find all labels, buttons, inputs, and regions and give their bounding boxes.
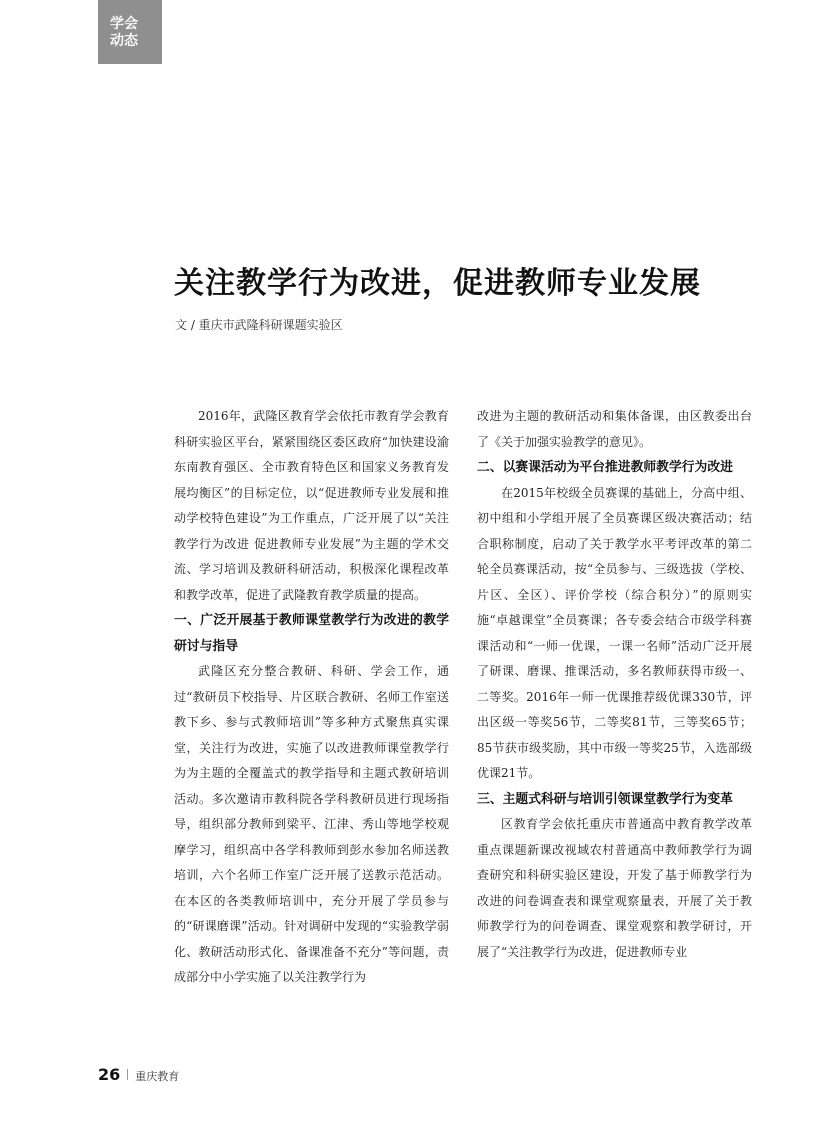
byline: 文 / 重庆市武隆科研课题实验区 xyxy=(175,318,343,332)
left-column xyxy=(174,404,449,991)
section-2-paragraph: 在2015年校级全员赛课的基础上，分高中组、初中组和小学组开展了全员赛课区级决赛活动；结合职称制度，启动了关于教学水平考评改革的第二轮全员赛课活动，按“全员参与、三级选拔（学校、片区、全区）、评价学校（综合积分）”的原则实施“卓越课堂”全员赛课；各专委会结合市级学科赛课活动和“一师一优课，一课一名师”活动广泛开展了研课、磨课、推课活动，多名教师获得市级一、二等奖。2016年一师一优课推荐级优课330节，评出区级一等奖56节，二等奖81节，三等奖65节；85节获市级奖励，其中市级一等奖25节，入选部级优课21节。 xyxy=(477,485,752,780)
article-title: 关注教学行为改进，促进教师专业发展 xyxy=(174,266,701,301)
section-tab-line1: 学会 xyxy=(110,16,138,32)
section-heading-2: 二、以赛课活动为平台推进教师教学行为改进 xyxy=(477,460,733,475)
section-3-paragraph: 区教育学会依托重庆市普通高中教育教学改革重点课题新课改视域农村普通高中教师教学行为调查研究和科研实验区建设，开发了基于师教学行为改进的问卷调查表和课堂观察量表，开展了关于教师教学行为的问卷调查、课堂观察和教学研讨，开展了“关注教学行为改进，促进教师专业 xyxy=(477,817,752,959)
footer-divider xyxy=(127,1069,128,1080)
section-heading-3: 三、主题式科研与培训引领课堂教学行为变革 xyxy=(477,791,733,807)
section-1-paragraph-continued: 改进为主题的教研活动和集体备课，由区教委出台了《关于加强实验教学的意见》。 xyxy=(477,409,752,449)
journal-name: 重庆教育 xyxy=(135,1070,180,1083)
page-number: 26 xyxy=(98,1065,121,1084)
intro-paragraph: 2016年，武隆区教育学会依托市教育学会教育科研实验区平台，紧紧围绕区委区政府“加快建设渝东南教育强区、全市教育特色区和国家义务教育发展均衡区”的目标定位，以“促进教师专业发展和推动学校特色建设”为工作重点，广泛开展了以“关注教学行为改进 促进教师专业发展”为主题的学术交流、学习培训及教研科研活动，积极深化课程改革和教学改革，促进了武隆教育教学质量的提高。 xyxy=(174,409,449,602)
section-heading-1: 一、广泛开展基于教师课堂教学行为改进的教学研讨与指导 xyxy=(174,613,449,654)
section-1-paragraph: 武隆区充分整合教研、科研、学会工作，通过“教研员下校指导、片区联合教研、名师工作室送教下乡、参与式教师培训”等多种方式聚焦真实课堂，关注行为改进，实施了以改进教师课堂教学行为为主题的全覆盖式的教学指导和主题式教研培训活动。多次邀请市教科院各学科教研员进行现场指导，组织部分教师到梁平、江津、秀山等地学校观摩学习，组织高中各学科教师到彭水参加名师送教培训，六个名师工作室广泛开展了送教示范活动。在本区的各类教师培训中，充分开展了学员参与的“研课磨课”活动。针对调研中发现的“实验教学弱化、教研活动形式化、备课准备不充分”等问题，责成部分中小学实施了以关注教学行为 xyxy=(174,664,449,984)
right-column xyxy=(477,404,752,965)
page-footer xyxy=(98,1065,179,1084)
section-tab-line2: 动态 xyxy=(110,33,138,49)
section-tab xyxy=(98,0,162,64)
